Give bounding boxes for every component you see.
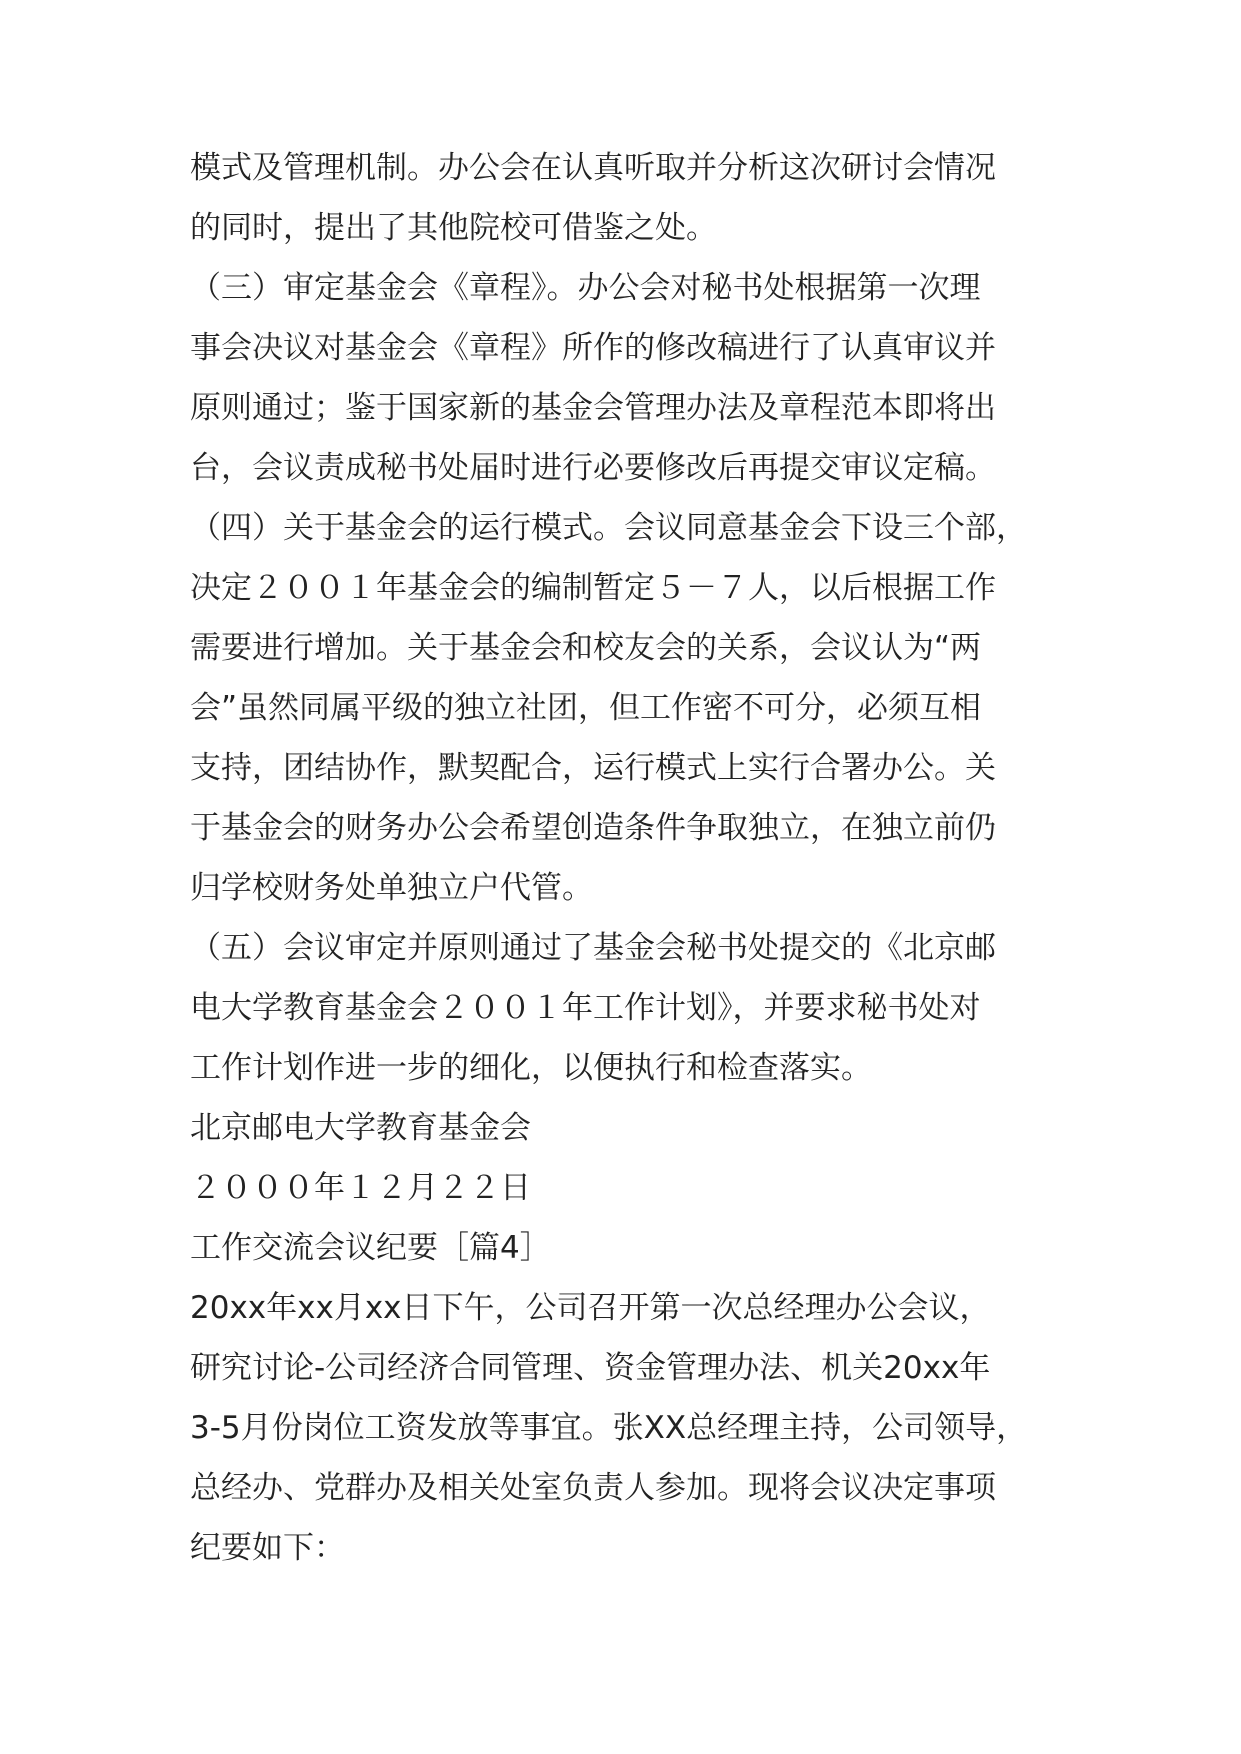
text-line: 决定２００１年基金会的编制暂定５－７人，以后根据工作 bbox=[190, 570, 996, 606]
text-line: 3-5月份岗位工资发放等事宜。张XX总经理主持，公司领导， bbox=[190, 1410, 1028, 1446]
text-line: 研究讨论-公司经济合同管理、资金管理办法、机关20xx年 bbox=[190, 1350, 991, 1386]
text-line: 事会决议对基金会《章程》所作的修改稿进行了认真审议并 bbox=[190, 330, 996, 366]
text-line: 的同时，提出了其他院校可借鉴之处。 bbox=[190, 210, 717, 246]
text-line: 台，会议责成秘书处届时进行必要修改后再提交审议定稿。 bbox=[190, 450, 996, 486]
text-line: 北京邮电大学教育基金会 bbox=[190, 1110, 531, 1146]
text-line: （三）审定基金会《章程》。办公会对秘书处根据第一次理 bbox=[190, 270, 981, 306]
text-line: 总经办、党群办及相关处室负责人参加。现将会议决定事项 bbox=[190, 1470, 996, 1506]
text-line: 纪要如下： bbox=[190, 1530, 345, 1566]
text-line: 需要进行增加。关于基金会和校友会的关系，会议认为“两 bbox=[190, 630, 982, 666]
text-line: 20xx年xx月xx日下午，公司召开第一次总经理办公会议， bbox=[190, 1290, 991, 1326]
section-heading: 工作交流会议纪要［篇4］ bbox=[190, 1230, 551, 1266]
text-line: 归学校财务处单独立户代管。 bbox=[190, 870, 593, 906]
text-line: 电大学教育基金会２００１年工作计划》，并要求秘书处对 bbox=[190, 990, 981, 1026]
text-line: 原则通过；鉴于国家新的基金会管理办法及章程范本即将出 bbox=[190, 390, 996, 426]
text-line: 支持，团结协作，默契配合，运行模式上实行合署办公。关 bbox=[190, 750, 996, 786]
text-line: 于基金会的财务办公会希望创造条件争取独立，在独立前仍 bbox=[190, 810, 996, 846]
text-line: 工作计划作进一步的细化，以便执行和检查落实。 bbox=[190, 1050, 872, 1086]
text-line: （五）会议审定并原则通过了基金会秘书处提交的《北京邮 bbox=[190, 930, 996, 966]
text-line: 模式及管理机制。办公会在认真听取并分析这次研讨会情况 bbox=[190, 150, 996, 186]
text-line: ２０００年１２月２２日 bbox=[190, 1170, 531, 1206]
text-line: （四）关于基金会的运行模式。会议同意基金会下设三个部， bbox=[190, 510, 1027, 546]
text-line: 会”虽然同属平级的独立社团，但工作密不可分，必须互相 bbox=[190, 690, 982, 726]
